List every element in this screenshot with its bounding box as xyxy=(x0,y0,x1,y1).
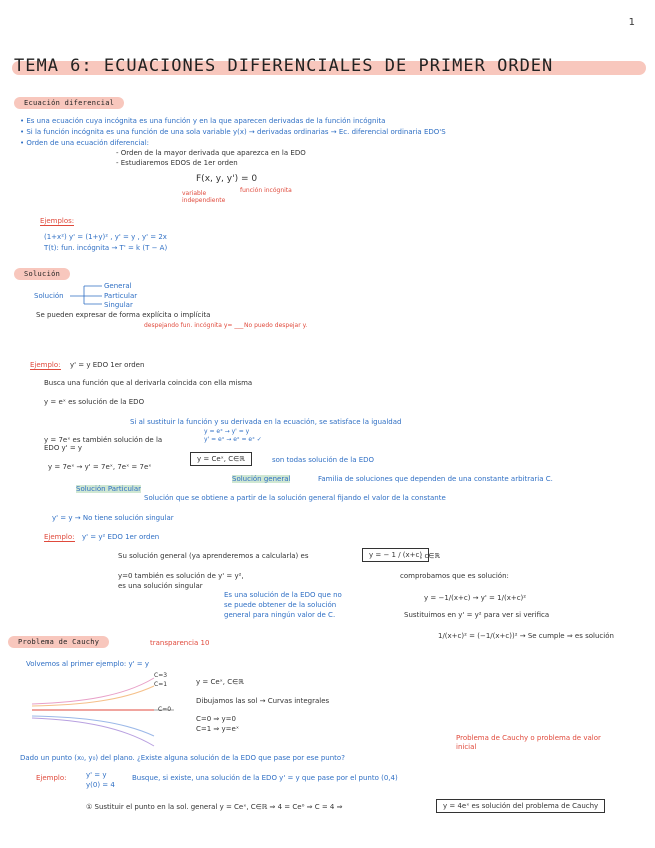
text-cauchy-desc-1: Problema de Cauchy o problema de valor xyxy=(456,734,601,742)
text-dibujamos: Dibujamos las sol → Curvas integrales xyxy=(196,697,330,705)
section-heading-ecuacion: Ecuación diferencial xyxy=(14,97,124,109)
ejemplo-1-label: Ejemplo: xyxy=(30,361,61,369)
box-general-solution: y = Ceˣ, C∈ℝ xyxy=(190,452,252,466)
system-line-1: y' = y xyxy=(86,771,107,779)
text-c-real: , c∈ℝ xyxy=(420,552,440,560)
text-familia: Familia de soluciones que dependen de una constante arbitraria C. xyxy=(318,475,553,483)
text-y7b: y = 7eˣ → y' = 7eˣ, 7eˣ = 7eˣ xyxy=(48,463,152,471)
bullet-2: • Si la función incógnita es una función de una sola variable y(x) → derivadas ordinarias → Ec. diferencial ordinaria EDO'S xyxy=(20,128,446,136)
text-sustituir: Si al sustituir la función y su derivada en la ecuación, se satisface la igualdad xyxy=(130,418,402,426)
label-singular: Singular xyxy=(104,301,133,309)
text-transparencia: transparencia 10 xyxy=(150,639,210,647)
box-final-solution: y = 4eˣ es solución del problema de Cauchy xyxy=(436,799,605,813)
ejemplo-1-eq: y' = y EDO 1er orden xyxy=(70,361,145,369)
text-busca: Busca una función que al derivarla coincida con ella misma xyxy=(44,379,253,387)
section-heading-cauchy: Problema de Cauchy xyxy=(8,636,109,648)
sub-bullet-1: - Orden de la mayor derivada que aparezca en la EDO xyxy=(116,149,306,157)
text-comp-eq: y = −1/(x+c) → y' = 1/(x+c)² xyxy=(424,594,527,602)
label-solucion: Solución xyxy=(34,292,64,300)
text-y-ex: y = eˣ es solución de la EDO xyxy=(44,398,145,406)
formula-f: F(x, y, y') = 0 xyxy=(196,174,258,184)
curve-c3 xyxy=(32,678,154,704)
label-no-despejar: No puedo despejar y. xyxy=(244,322,308,329)
check-line-2: y' = eˣ → eˣ = eˣ ✓ xyxy=(204,436,262,443)
text-es-una-desc-1: Es una solución de la EDO que no xyxy=(224,591,342,599)
text-y0: y=0 también es solución de y' = y², xyxy=(118,572,244,580)
curve-neg3 xyxy=(32,718,154,746)
text-es-una-desc-3: general para ningún valor de C. xyxy=(224,611,336,619)
ejemplo-2-eq: y' = y² EDO 1er orden xyxy=(82,533,160,541)
text-y-gen: y = Ceˣ, C∈ℝ xyxy=(196,678,244,686)
examples-line-1: (1+x²) y' = (1+y)² , y' = y , y' = 2x xyxy=(44,233,167,241)
text-verif: 1/(x+c)² = (−1/(x+c))² → Se cumple ⇒ es solución xyxy=(438,632,614,640)
text-todas: son todas solución de la EDO xyxy=(272,456,375,464)
page-title: TEMA 6: ECUACIONES DIFERENCIALES DE PRIMER ORDEN xyxy=(14,56,554,76)
text-es-una-desc-2: se puede obtener de la solución xyxy=(224,601,337,609)
curve-label-c0: C=0 xyxy=(158,706,172,713)
ejemplo-cauchy-label: Ejemplo: xyxy=(36,774,67,782)
label-general: General xyxy=(104,282,132,290)
label-solucion-particular: Solución Particular xyxy=(76,485,142,493)
text-step-1: ① Sustituir el punto en la sol. general y = Ceˣ, C∈ℝ ⇒ 4 = Ce⁰ ⇒ C = 4 ⇒ xyxy=(86,803,343,811)
tree-brace xyxy=(68,283,108,307)
text-no-singular: y' = y → No tiene solución singular xyxy=(52,514,174,522)
text-particular-desc: Solución que se obtiene a partir de la solución general fijando el valor de la constante xyxy=(144,494,446,502)
section-heading-solucion: Solución xyxy=(14,268,70,280)
text-su-sol: Su solución general (ya aprenderemos a calcularla) es xyxy=(118,552,309,560)
label-particular: Particular xyxy=(104,292,138,300)
examples-line-2: T(t): fun. incógnita → T' = k (T − A) xyxy=(44,244,168,252)
sub-bullet-2: - Estudiaremos EDOS de 1er orden xyxy=(116,159,238,167)
system-line-2: y(0) = 4 xyxy=(86,781,115,789)
text-c1: C=1 ⇒ y=eˣ xyxy=(196,725,239,733)
curve-label-c3: C=3 xyxy=(154,672,168,679)
label-funcion-incognita: función incógnita xyxy=(240,187,292,194)
ejemplo-2-label: Ejemplo: xyxy=(44,533,75,541)
box-solution-2: y = − 1 / (x+c) xyxy=(362,548,429,562)
text-c0: C=0 ⇒ y=0 xyxy=(196,715,236,723)
text-dado: Dado un punto (x₀, y₀) del plano. ¿Existe alguna solución de la EDO que pase por ese punto? xyxy=(20,754,345,762)
bullet-3: • Orden de una ecuación diferencial: xyxy=(20,139,150,147)
label-variable-independiente: variable independiente xyxy=(182,190,226,204)
text-expresar: Se pueden expresar de forma explícita o implícita xyxy=(36,311,211,319)
bullet-1: • Es una ecuación cuya incógnita es una función y en la que aparecen derivadas de la función incógnita xyxy=(20,117,386,125)
label-despejando: despejando fun. incógnita y= ___ xyxy=(144,322,244,329)
text-cauchy-desc-2: inicial xyxy=(456,743,477,751)
page-number: 1 xyxy=(628,17,635,28)
curve-label-c1: C=1 xyxy=(154,681,168,688)
text-sustituimos: Sustituimos en y' = y² para ver si verifica xyxy=(404,611,550,619)
text-volvemos: Volvemos al primer ejemplo: y' = y xyxy=(26,660,150,668)
text-es-una: es una solución singular xyxy=(118,582,203,590)
text-comprobamos: comprobamos que es solución: xyxy=(400,572,509,580)
examples-label: Ejemplos: xyxy=(40,217,75,225)
text-busque: Busque, si existe, una solución de la EDO y' = y que pase por el punto (0,4) xyxy=(132,774,398,782)
text-y7: y = 7eˣ es también solución de la EDO y' = y xyxy=(44,436,163,452)
check-line-1: y = eˣ → y' = y xyxy=(204,428,250,435)
label-solucion-general: Solución general xyxy=(232,475,291,483)
